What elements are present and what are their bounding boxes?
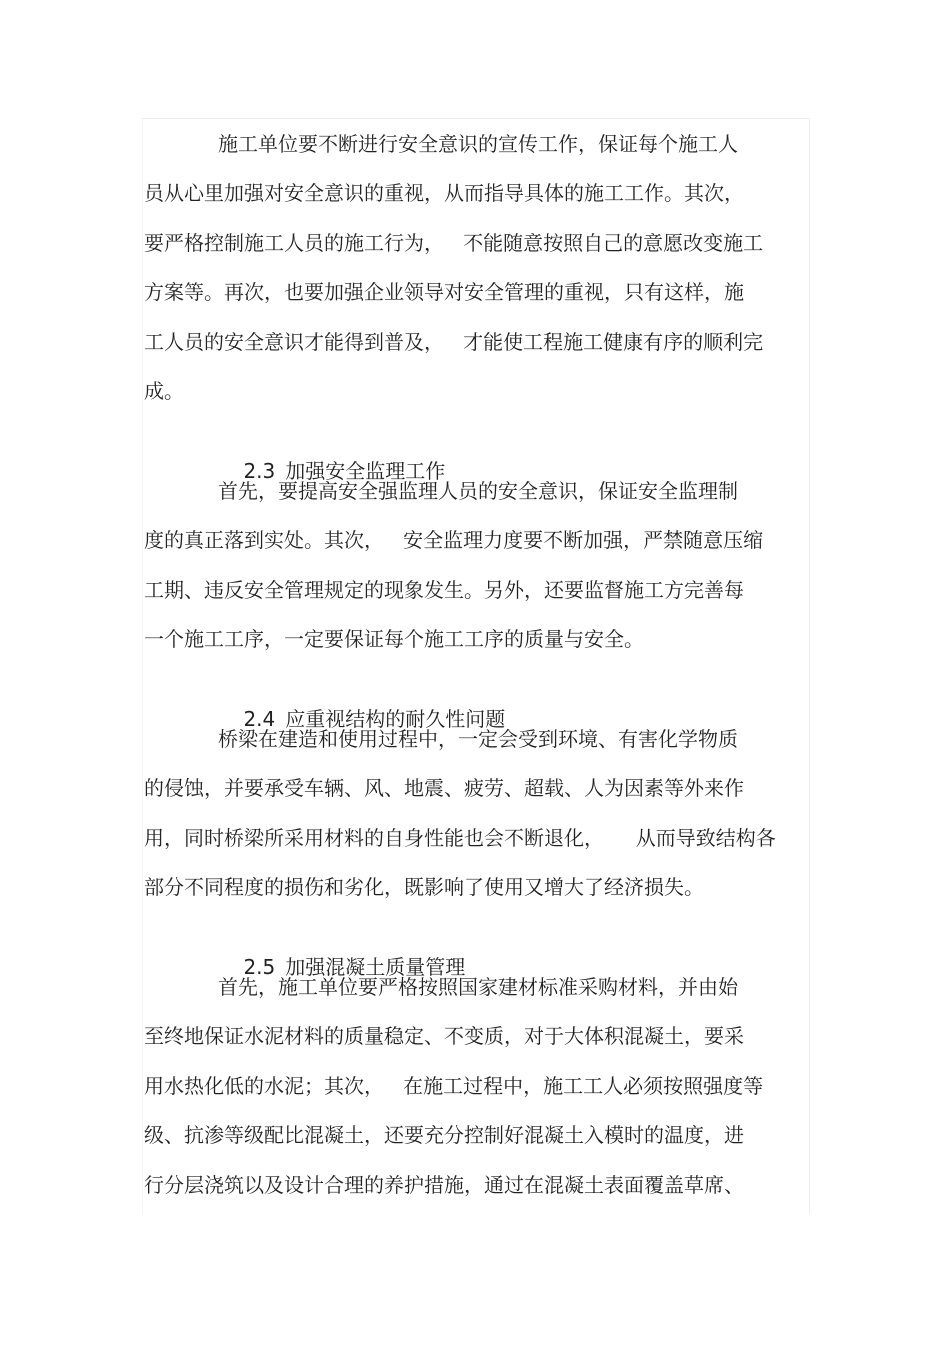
paragraph-line: 桥梁在建造和使用过程中，一定会受到环境、有害化学物质 — [218, 727, 738, 751]
paragraph-line: 部分不同程度的损伤和劣化，既影响了使用又增大了经济损失。 — [144, 875, 704, 899]
paragraph-line: 行分层浇筑以及设计合理的养护措施，通过在混凝土表面覆盖草席、 — [144, 1173, 744, 1197]
paragraph-line: 至终地保证水泥材料的质量稳定、不变质，对于大体积混凝土，要采 — [144, 1024, 744, 1048]
section-heading — [218, 674, 506, 731]
paragraph-line: 要严格控制施工人员的施工行为， 不能随意按照自己的意愿改变施工 — [144, 231, 764, 255]
section-title: 加强混凝土质量管理 — [285, 955, 466, 979]
paragraph-line: 工人员的安全意识才能得到普及， 才能使工程施工健康有序的顺利完 — [144, 330, 764, 354]
section-number: 2.4 — [243, 707, 276, 731]
paragraph-line: 用，同时桥梁所采用材料的自身性能也会不断退化， 从而导致结构各 — [144, 826, 776, 850]
paragraph-line: 工期、违反安全管理规定的现象发生。另外，还要监督施工方完善每 — [144, 578, 744, 602]
paragraph-line: 用水热化低的水泥；其次， 在施工过程中，施工工人必须按照强度等 — [144, 1074, 764, 1098]
paragraph-line: 首先，要提高安全强监理人员的安全意识，保证安全监理制 — [218, 479, 738, 503]
paragraph-line: 员从心里加强对安全意识的重视，从而指导具体的施工工作。其次， — [144, 181, 744, 205]
paragraph-line: 一个施工工序，一定要保证每个施工工序的质量与安全。 — [144, 627, 644, 651]
section-number: 2.5 — [243, 955, 276, 979]
section-title: 应重视结构的耐久性问题 — [285, 707, 506, 731]
paragraph-line: 的侵蚀，并要承受车辆、风、地震、疲劳、超载、人为因素等外来作 — [144, 776, 744, 800]
paragraph-line: 施工单位要不断进行安全意识的宣传工作，保证每个施工人 — [218, 132, 738, 156]
paragraph-line: 成。 — [144, 379, 184, 403]
section-title: 加强安全监理工作 — [285, 459, 446, 483]
paragraph-line: 级、抗渗等级配比混凝土，还要充分控制好混凝土入模时的温度，进 — [144, 1123, 744, 1147]
paragraph-line: 度的真正落到实处。其次， 安全监理力度要不断加强，严禁随意压缩 — [144, 528, 764, 552]
section-number: 2.3 — [243, 459, 276, 483]
section-heading — [218, 922, 466, 979]
section-heading — [218, 426, 446, 483]
paragraph-line: 方案等。再次，也要加强企业领导对安全管理的重视，只有这样，施 — [144, 280, 744, 304]
paragraph-line: 首先，施工单位要严格按照国家建材标准采购材料，并由始 — [218, 975, 738, 999]
